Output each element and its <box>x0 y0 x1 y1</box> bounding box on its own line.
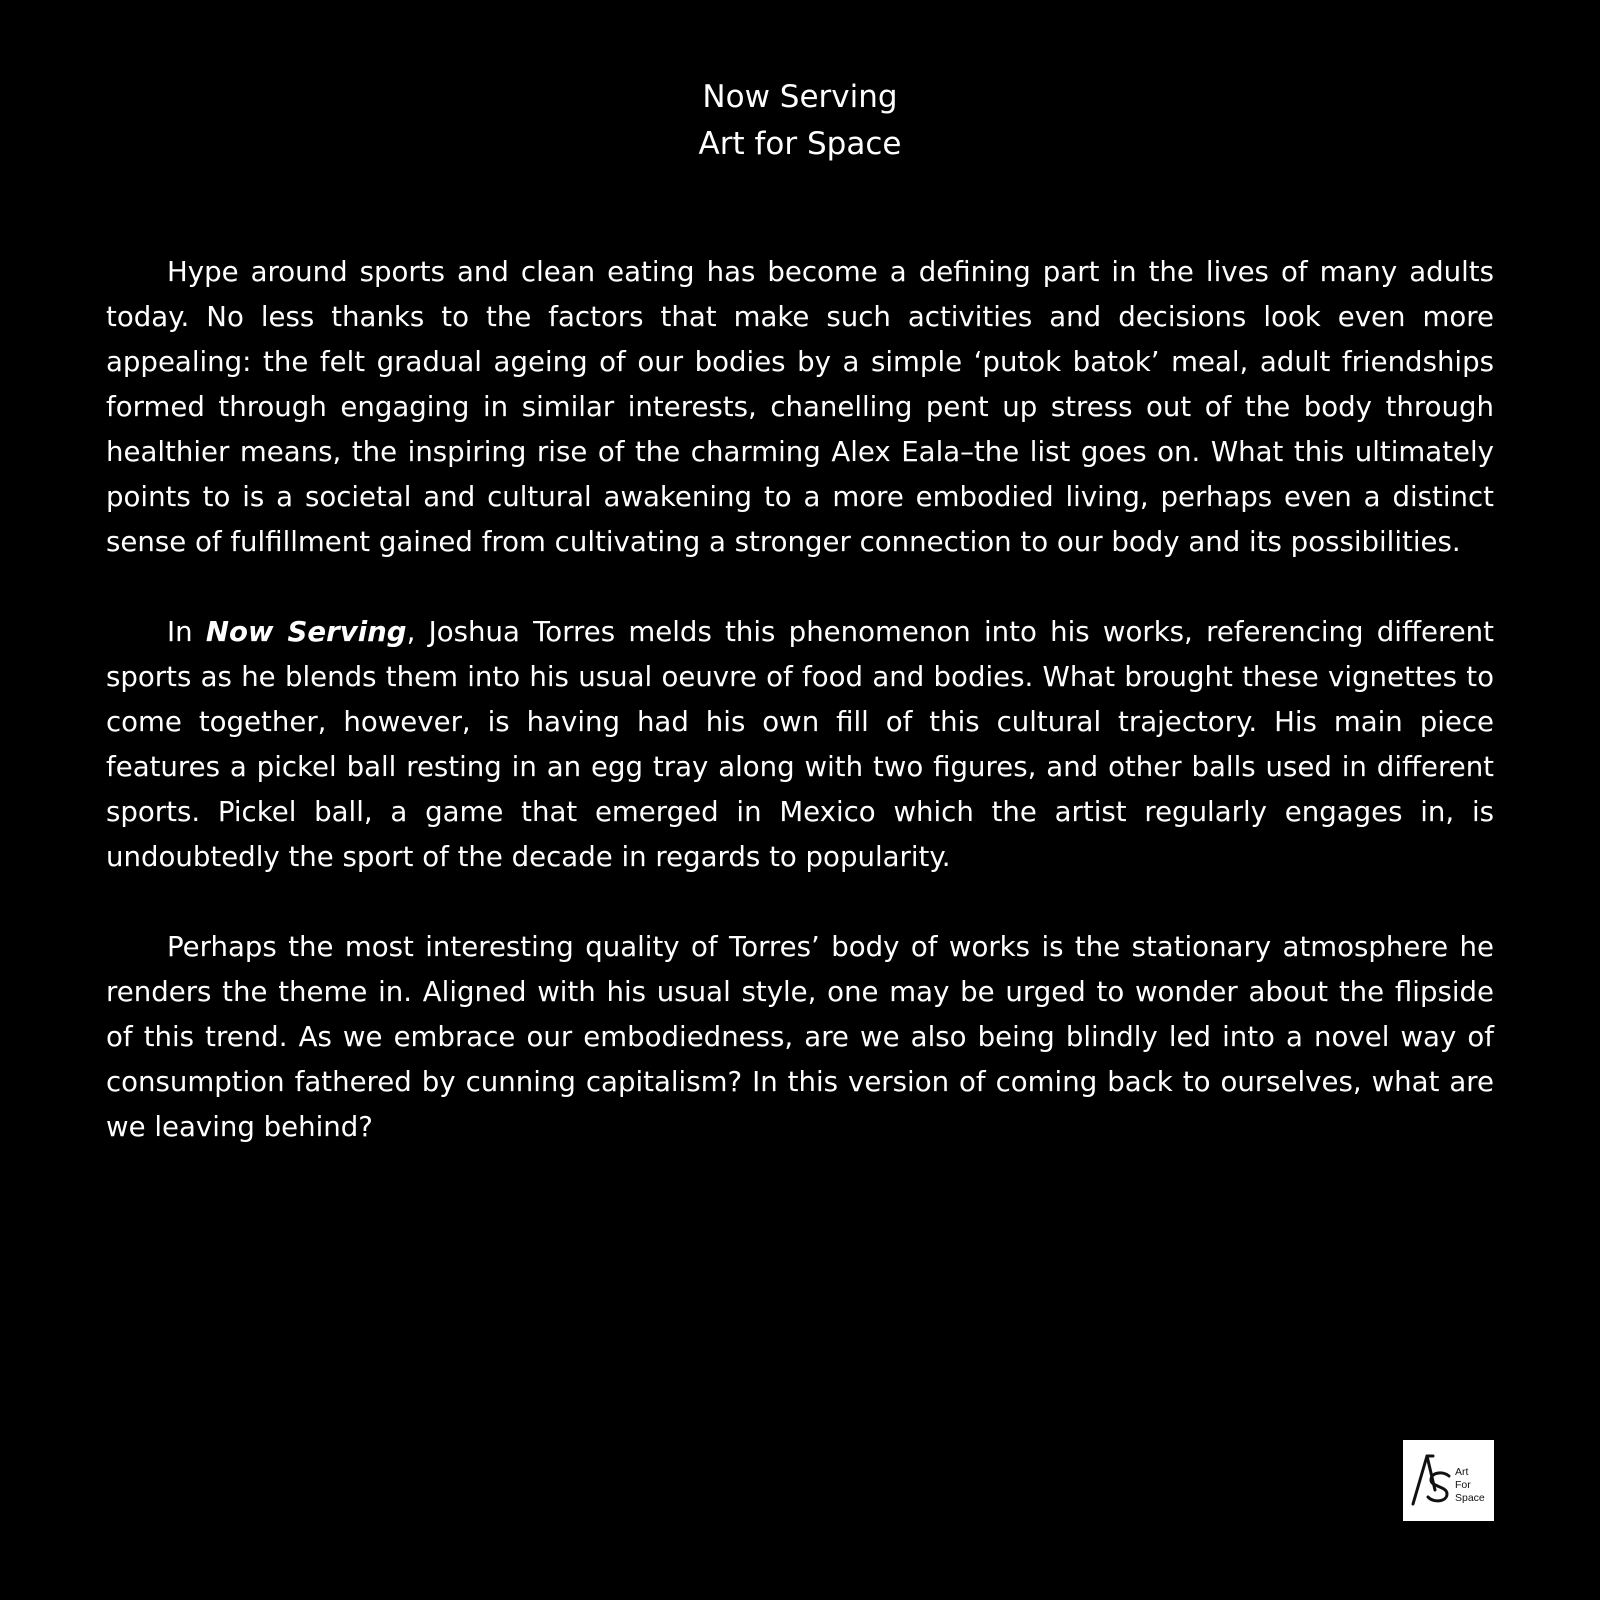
paragraph-1: Hype around sports and clean eating has become a defining part in the lives of many adults today. No less thanks to the factors that make such activities and decisions look even more appealing: the felt gradual ageing of our bodies by a simple ‘putok batok’ meal, adult friendships formed through engaging in similar interests, chanelling pent up stress out of the body through healthier means, the inspiring rise of the charming Alex Eala–the list goes on. What this ultimately points to is a societal and cultural awakening to a more embodied living, perhaps even a distinct sense of fulfillment gained from cultivating a stronger connection to our body and its possibilities. <box>106 255 1494 558</box>
logo-text-for: For <box>1455 1479 1471 1491</box>
paragraph-2-rest: , Joshua Torres melds this phenomenon into his works, referencing different sports as he blends them into his usual oeuvre of food and bodies. What brought these vignettes to come together, however, is having had his own fill of this cultural trajectory. His main piece features a pickel ball resting in an egg tray along with two figures, and other balls used in different sports. Pickel ball, a game that emerged in Mexico which the artist regularly engages in, is undoubtedly the sport of the decade in regards to popularity. <box>106 615 1494 873</box>
page-header <box>0 74 1600 168</box>
exhibition-title-emphasis: Now Serving <box>205 615 407 648</box>
logo-text-space: Space <box>1455 1492 1485 1504</box>
logo-text-art: Art <box>1455 1466 1469 1478</box>
logo-mark-icon <box>1403 1440 1494 1521</box>
art-for-space-logo <box>1403 1440 1494 1521</box>
gallery-name: Art for Space <box>698 126 902 162</box>
paragraph-3: Perhaps the most interesting quality of Torres’ body of works is the stationary atmosphere he renders the theme in. Aligned with his usual style, one may be urged to wonder about the flipside of this trend. As we embrace our embodiedness, are we also being blindly led into a novel way of consumption fathered by cunning capitalism? In this version of coming back to ourselves, what are we leaving behind? <box>106 930 1494 1143</box>
essay-body <box>106 249 1494 1149</box>
paragraph-2-lead: In <box>167 615 206 648</box>
paragraph-2 <box>106 609 1494 879</box>
exhibition-title: Now Serving <box>702 79 898 115</box>
